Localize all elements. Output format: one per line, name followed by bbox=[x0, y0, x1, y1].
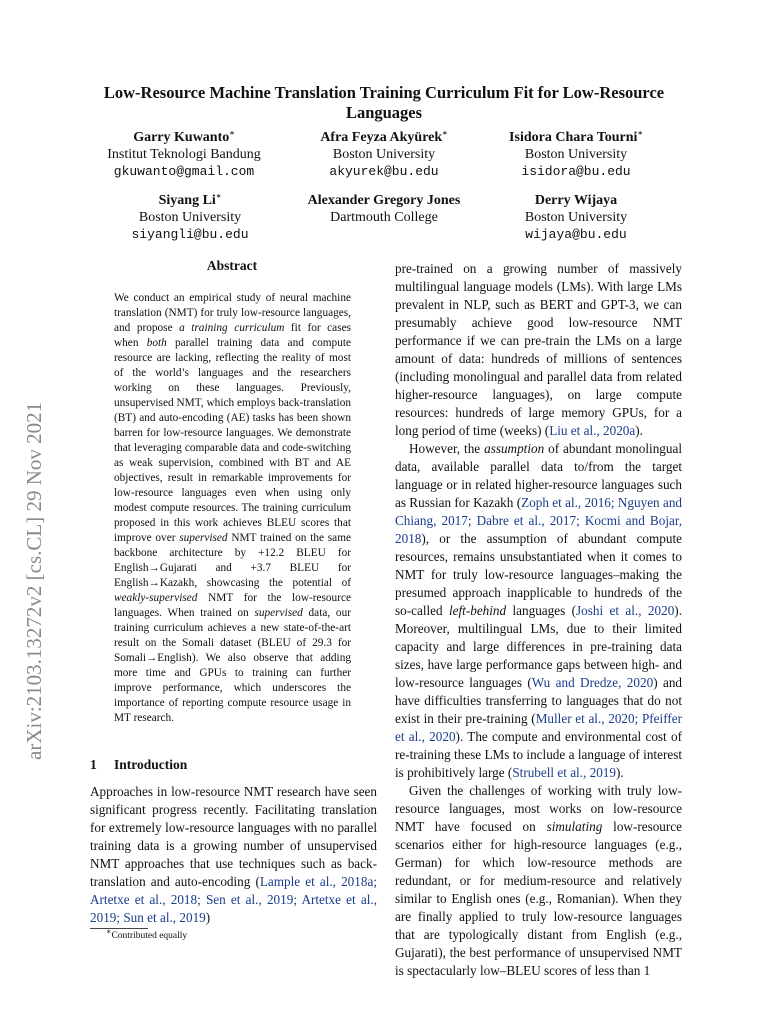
section-number: 1 bbox=[90, 757, 97, 772]
author-affiliation: Boston University bbox=[332, 147, 436, 162]
footnote-rule bbox=[90, 928, 148, 929]
author-affiliation: Institut Teknologi Bandung bbox=[107, 147, 261, 162]
section-title: Introduction bbox=[114, 757, 188, 772]
abstract-heading: Abstract bbox=[206, 258, 258, 273]
section-heading bbox=[90, 757, 187, 773]
equal-contrib-mark: ∗ bbox=[637, 128, 643, 138]
citation-link[interactable]: Joshi et al., 2020 bbox=[576, 603, 675, 618]
equal-contrib-mark: ∗ bbox=[229, 128, 235, 138]
author-affiliation: Dartmouth College bbox=[330, 210, 438, 225]
paper-title: Low-Resource Machine Translation Training Curriculum Fit for Low-Resource Languages bbox=[103, 83, 665, 122]
author-name: Afra Feyza Akyürek bbox=[320, 130, 443, 145]
arxiv-stamp: arXiv:2103.13272v2 [cs.CL] 29 Nov 2021 bbox=[22, 401, 46, 760]
author-block bbox=[270, 192, 498, 226]
author-affiliation: Boston University bbox=[138, 210, 242, 225]
author-block bbox=[476, 129, 676, 180]
author-affiliation: Boston University bbox=[524, 147, 628, 162]
author-block bbox=[84, 129, 284, 180]
citation-link[interactable]: Zoph et al., 2016; Nguyen and Chiang, 2017; Dabre et al., 2017; Kocmi and Bojar, 2018 bbox=[395, 495, 683, 546]
author-name: Alexander Gregory Jones bbox=[307, 193, 461, 208]
paragraph: Approaches in low-resource NMT research have seen significant progress recently. Facilitating translation for extremely low-resource languages with no parallel training data is a growing number of unsupervised NMT approaches that use techniques such as back-translation and auto-encoding (Lample et al., 2018a; Artetxe et al., 2018; Sen et al., 2019; Artetxe et al., 2019; Sun et al., 2019) bbox=[90, 784, 377, 925]
author-block bbox=[476, 192, 676, 243]
author-block bbox=[284, 129, 484, 180]
citation-link[interactable]: Liu et al., 2020a bbox=[549, 423, 636, 438]
author-block bbox=[90, 192, 290, 243]
author-email[interactable]: akyurek@bu.edu bbox=[329, 164, 439, 179]
abstract-body: We conduct an empirical study of neural machine translation (NMT) for truly low-resource languages, and propose a training curriculum fit for cases when both parallel training data and compute resource are lacking, reflecting the reality of most of the world’s languages and the researchers working on these languages. Previously, unsupervised NMT, which employs back-translation (BT) and auto-encoding (AE) tasks has been shown barren for low-resource languages. We demonstrate that leveraging comparable data and code-switching as weak supervision, combined with BT and AE objectives, result in remarkable improvements for low-resource languages even when using only modest compute resources. The training curriculum proposed in this work achieves BLEU scores that improve over supervised NMT trained on the same backbone architecture by +12.2 BLEU for English→Gujarati and +3.7 BLEU for English→Kazakh, showcasing the potential of weakly-supervised NMT for the low-resource languages. When trained on supervised data, our training curriculum achieves a new state-of-the-art result on the Somali dataset (BLEU of 29.3 for Somali→English). We also observe that adding more time and GPUs to training can further improve performance, which underscores the importance of reporting compute resource usage in MT research. bbox=[114, 292, 351, 724]
citation-link[interactable]: Muller et al., 2020; Pfeiffer et al., 2020 bbox=[395, 711, 682, 744]
author-name: Isidora Chara Tourni bbox=[509, 130, 638, 145]
author-email[interactable]: siyangli@bu.edu bbox=[131, 227, 249, 242]
author-affiliation: Boston University bbox=[524, 210, 628, 225]
equal-contrib-mark: ∗ bbox=[442, 128, 448, 138]
paragraph: Given the challenges of working with truly low-resource languages, most works on low-resource NMT have focused on simulating low-resource scenarios either for high-resource languages (e.g., German) for which low-resource methods are redundant, or for medium-resource and relatively similar to English ones (e.g., Romanian). When they are finally applied to truly low-resource languages that are typologically distant from English (e.g., Gujarati), the best performance of unsupervised NMT is spectacularly low–BLEU scores of less than 1 bbox=[395, 783, 682, 978]
paragraph: However, the assumption of abundant monolingual data, available parallel data to/from the target language or in related higher-resource languages such as Russian for Kazakh (Zoph et al., 2016; Nguyen and Chiang, 2017; Dabre et al., 2017; Kocmi and Bojar, 2018), or the assumption of abundant compute resources, remains unsubstantiated when it comes to NMT for truly low-resource languages–making the presumed approach inapplicable to hundreds of the so-called left-behind languages (Joshi et al., 2020). Moreover, multilingual LMs, due to their limited capacity and large differences in pre-training data sizes, have large performance gaps between high- and low-resource languages (Wu and Dredze, 2020) and have difficulties transferring to languages that do not exist in their pre-training (Muller et al., 2020; Pfeiffer et al., 2020). The compute and environmental cost of re-training these LMs to include a language of interest is prohibitively large (Strubell et al., 2019). bbox=[395, 441, 683, 780]
author-name: Derry Wijaya bbox=[534, 193, 618, 208]
author-email[interactable]: wijaya@bu.edu bbox=[525, 227, 627, 242]
author-email[interactable]: isidora@bu.edu bbox=[521, 164, 631, 179]
author-name: Garry Kuwanto bbox=[133, 130, 230, 145]
footnote: ∗Contributed equally bbox=[106, 926, 188, 941]
intro-left-column bbox=[90, 783, 377, 927]
author-name: Siyang Li bbox=[158, 193, 216, 208]
citation-link[interactable]: Wu and Dredze, 2020 bbox=[531, 675, 654, 690]
author-email[interactable]: gkuwanto@gmail.com bbox=[113, 164, 255, 179]
intro-right-column bbox=[395, 260, 682, 980]
citation-link[interactable]: Strubell et al., 2019 bbox=[512, 765, 616, 780]
paragraph: pre-trained on a growing number of massively multilingual language models (LMs). With large LMs prevalent in NLP, such as BERT and GPT-3, we can presumably achieve good low-resource NMT performance if we can pre-train the LMs on a large amount of data: hundreds of millions of sentences (including monolingual and parallel data from related higher-resource languages), on large compute resources: hundreds of large memory GPUs, for a long period of time (weeks) (Liu et al., 2020a). bbox=[395, 261, 682, 438]
citation-link[interactable]: Lample et al., 2018a; Artetxe et al., 2018; Sen et al., 2019; Artetxe et al., 2019; Sun et al., 2019 bbox=[90, 874, 377, 925]
equal-contrib-mark: ∗ bbox=[215, 191, 222, 201]
